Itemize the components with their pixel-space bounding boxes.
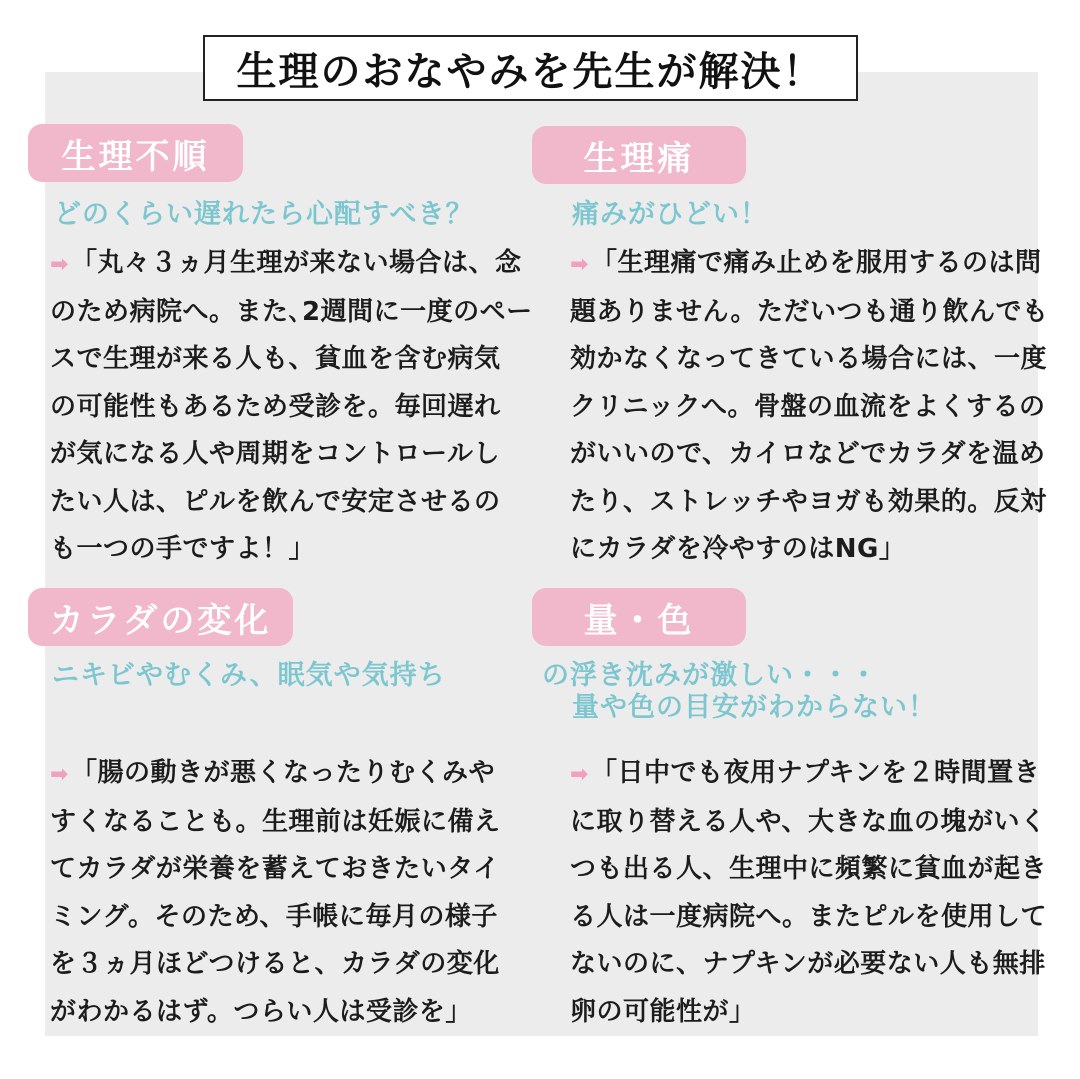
answer-line: に取り替える人や、大きな血の塊がいく: [570, 806, 1047, 837]
arrow-right-icon: ➡: [50, 762, 69, 787]
section-answer-cramps: [570, 240, 1049, 574]
answer-line: る人は一度病院へ。またピルを使用して: [570, 901, 1048, 932]
answer-line: ➡「日中でも夜用ナプキンを２時間置き: [570, 758, 1041, 788]
answer-line: の可能性もあるため受診を。毎回遅れ: [50, 391, 501, 422]
answer-line: がいいので、カイロなどでカラダを温め: [570, 439, 1046, 469]
section-question-amount-color: [572, 690, 936, 725]
answer-line: 卵の可能性が」: [570, 996, 756, 1027]
answer-line: が気になる人や周期をコントロールし: [50, 439, 500, 469]
answer-line: ないのに、ナプキンが必要ない人も無排: [570, 949, 1046, 979]
question-line: どのくらい遅れたら心配すべき？: [54, 199, 474, 230]
question-line: 量や色の目安がわからない！: [572, 692, 936, 723]
answer-line: 効かなくなってきている場合には、一度: [570, 344, 1048, 374]
section-label-body-changes: カラダの変化: [28, 588, 293, 646]
answer-line: 題ありません。ただいつも通り飲んでも: [570, 296, 1049, 327]
answer-line: ミング。そのため、手帳に毎月の様子: [50, 901, 498, 932]
answer-line: にカラダを冷やすのはNG」: [570, 534, 906, 564]
answer-line: たり、ストレッチやヨガも効果的。反対: [570, 486, 1047, 517]
answer-line: を３ヵ月ほどつけると、カラダの変化: [50, 949, 500, 979]
answer-line: も一つの手ですよ！」: [50, 534, 316, 564]
arrow-right-icon: ➡: [50, 252, 69, 277]
section-answer-body-changes: [50, 750, 501, 1036]
answer-line: つも出る人、生理中に頻繁に貧血が起き: [570, 854, 1048, 884]
section-question-irregular: [54, 197, 473, 232]
question-line: の浮き沈みが激しい・・・: [542, 660, 879, 691]
question-line: ニキビやむくみ、眠気や気持ち: [52, 660, 446, 691]
answer-line: たい人は、ピルを飲んで安定させるの: [50, 486, 501, 517]
arrow-right-icon: ➡: [570, 252, 589, 277]
section-question-body-changes: [52, 658, 878, 693]
arrow-right-icon: ➡: [570, 762, 589, 787]
answer-line: ➡「丸々３ヵ月生理が来ない場合は、念: [50, 248, 522, 278]
answer-line: がわかるはず。つらい人は受診を」: [50, 996, 472, 1027]
answer-line: ➡「腸の動きが悪くなったりむくみや: [50, 758, 495, 788]
answer-line: クリニックへ。骨盤の血流をよくするの: [570, 391, 1046, 422]
section-label-irregular: 生理不順: [28, 124, 243, 182]
question-line: 痛みがひどい！: [572, 199, 768, 230]
section-label-cramps: 生理痛: [532, 126, 746, 184]
section-question-cramps: [572, 197, 768, 232]
answer-line: すくなることも。生理前は妊娠に備え: [50, 806, 501, 837]
section-answer-amount-color: [570, 750, 1047, 1036]
answer-line: てカラダが栄養を蓄えておきたいタイ: [50, 854, 500, 884]
answer-line: ➡「生理痛で痛み止めを服用するのは問: [570, 248, 1042, 278]
section-label-amount-color: 量・色: [532, 588, 746, 646]
section-answer-irregular: [50, 240, 533, 574]
page-title: 生理のおなやみを先生が解決！: [203, 35, 858, 101]
answer-line: のため病院へ。また､2週間に一度のペー: [50, 296, 533, 327]
answer-line: スで生理が来る人も、貧血を含む病気: [50, 344, 501, 374]
